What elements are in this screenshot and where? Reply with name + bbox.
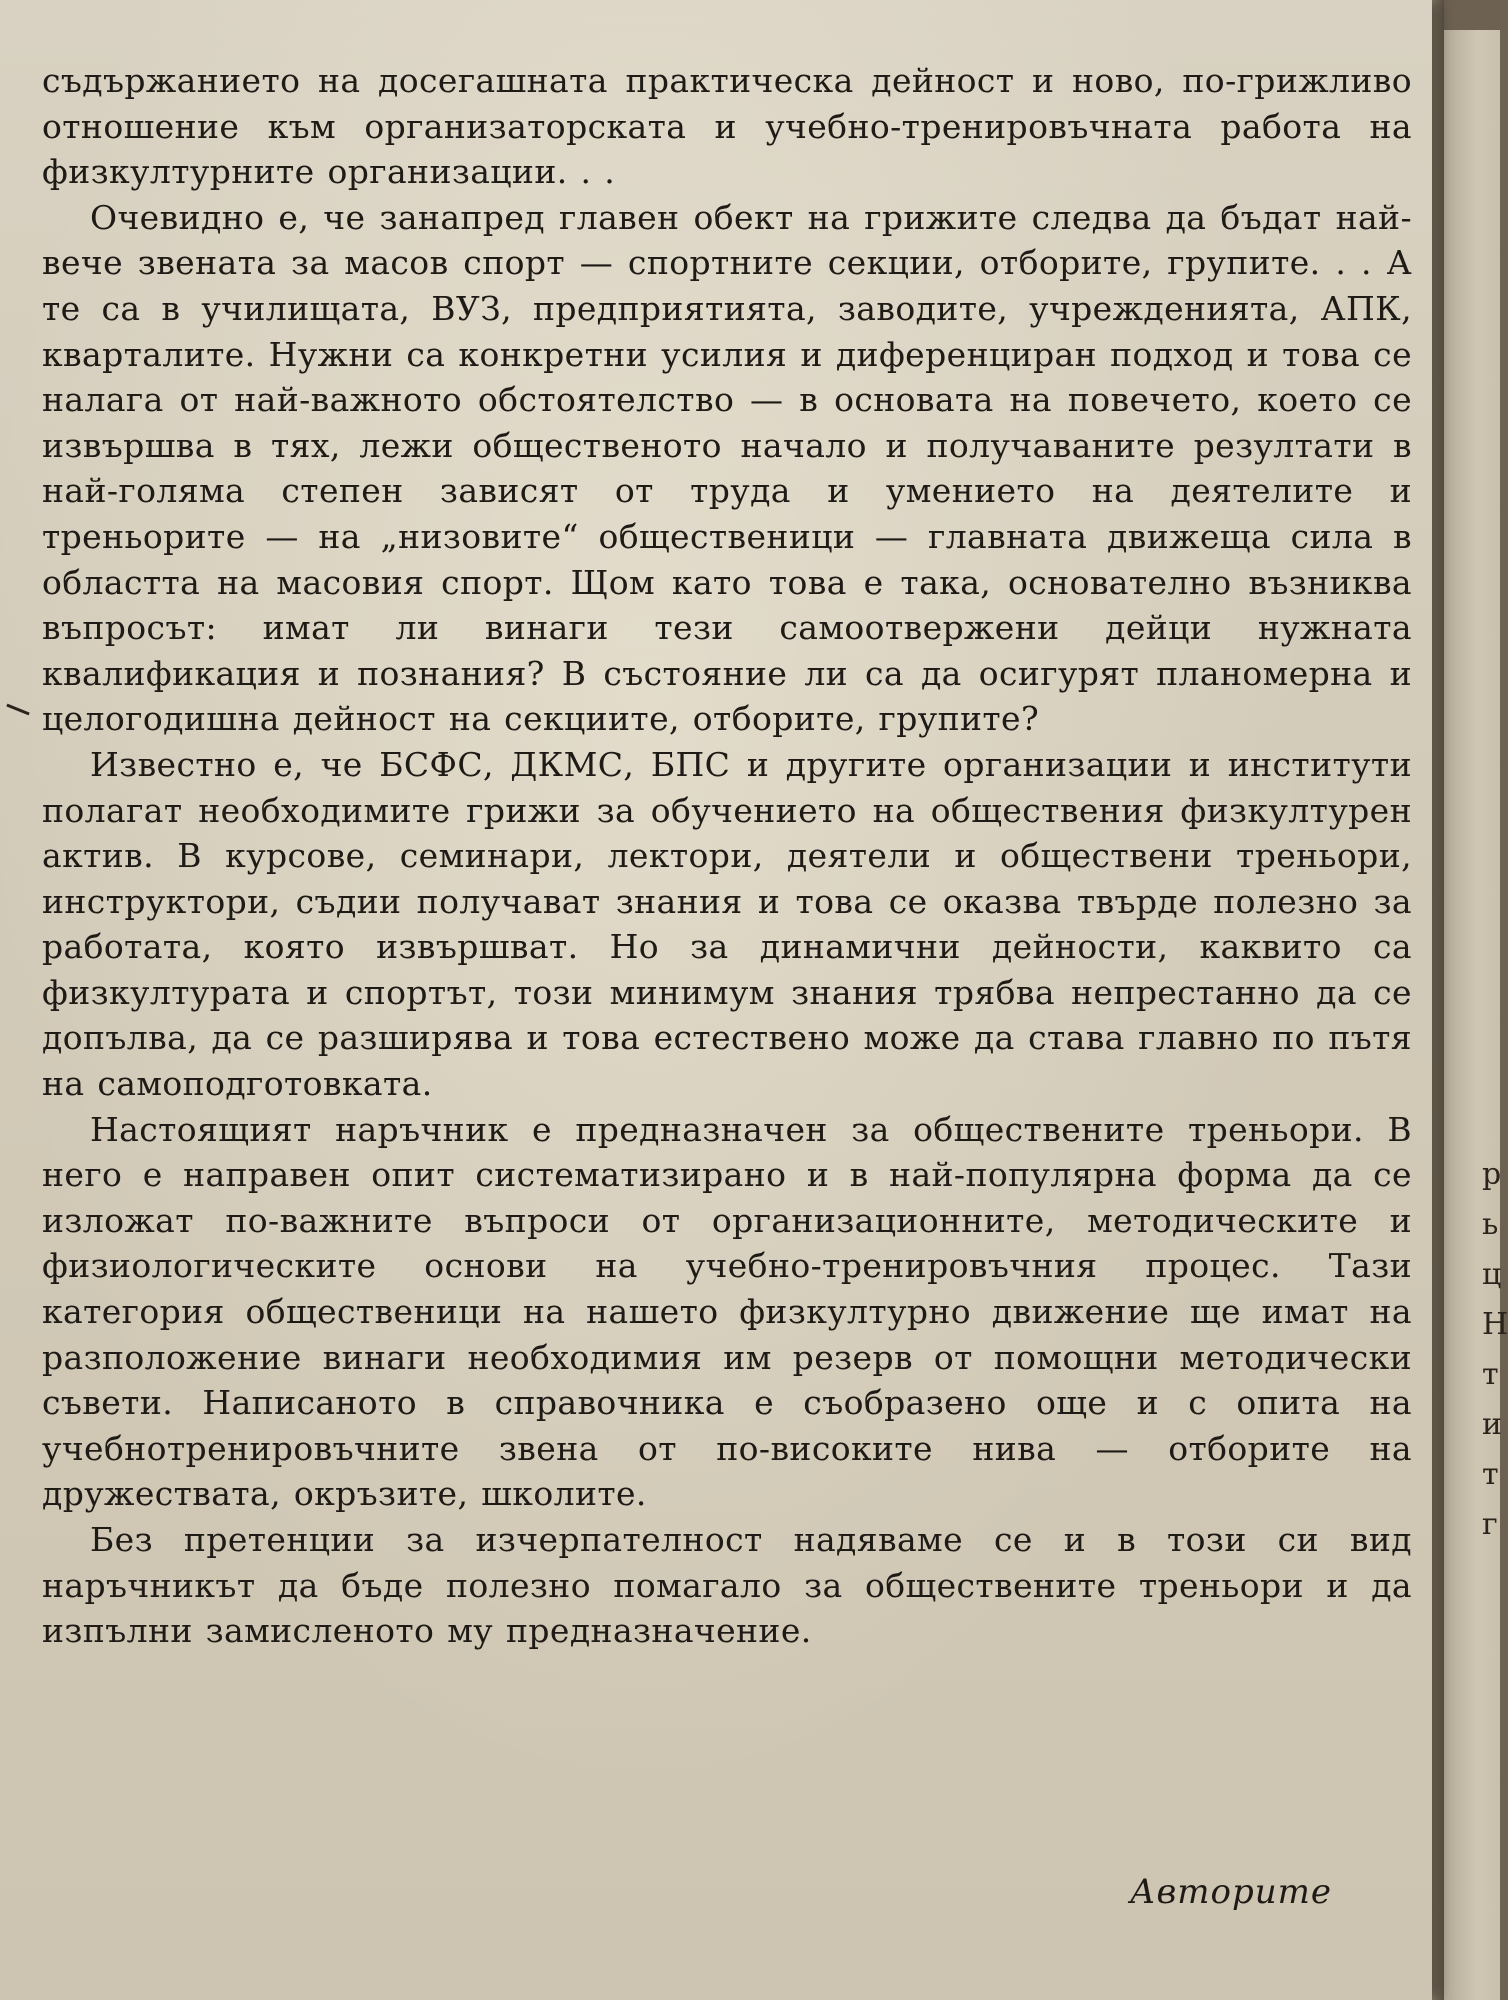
- paragraph-mass-sport: Очевидно е, че занапред главен обект на грижите следва да бъдат най-вече звената за масов спорт — спортните секции, отборите, групите. . . А те са в училищата, ВУЗ, предприятията, заводите, учрежденията, АПК, кварталите. Нужни са конкретни усилия и диференциран подход и това се налага от най-важното обстоятелство — в основата на повечето, което се извършва в тях, лежи общественото начало и получаваните резултати в най-голяма степен зависят от труда и умението на деятелите и треньорите — на „низовите“ общественици — главната движеща сила в областта на масовия спорт. Щом като това е така, основателно възниква въпросът: имат ли винаги тези самоотвержени дейци нужната квалификация и познания? В състояние ли са да осигурят планомерна и целогодишна дейност на секциите, отборите, групите?: [42, 197, 1412, 739]
- adjacent-page-text: р ь ц Н т и т г: [1482, 1157, 1508, 1542]
- margin-pencil-mark: [6, 704, 29, 716]
- authors-signature: Авторите: [1129, 1872, 1332, 1912]
- paragraph-closing: Без претенции за изчерпателност надяваме се и в този си вид наръчникът да бъде полезно помагало за обществените треньори и да изпълни замисленото му предназначение.: [42, 1520, 1412, 1651]
- paragraph-training: Известно е, че БСФС, ДКМС, БПС и другите организации и институти полагат необходимите грижи за обучението на обществения физкултурен актив. В курсове, семинари, лектори, деятели и обществени треньори, инструктори, съдии получават знания и това се оказва твърде полезно за работата, която извършват. Но за динамични дейности, каквито са физкултурата и спортът, този минимум знания трябва непрестанно да се допълва, да се разширява и това естествено може да става главно по пътя на самоподготовката.: [42, 744, 1412, 1104]
- page-edge: [1432, 0, 1444, 2000]
- paragraph-handbook-purpose: Настоящият наръчник е предназначен за обществените треньори. В него е направен опит систематизирано и в най-популярна форма да се изложат по-важните въпроси от организационните, методическите и физиологическите основи на учебно-тренировъчния процес. Тази категория общественици на нашето физкултурно движение ще имат на разположение винаги необходимия им резерв от помощни методически съвети. Написаното в справочника е съобразено още и с опита на учебнотренировъчните звена от по-високите нива — отборите на дружествата, окръзите, школите.: [42, 1109, 1412, 1514]
- paragraph-continuation: съдържанието на досегашната практическа дейност и ново, по-грижливо отношение към организаторската и учебно-тренировъчната работа на физкултурните организации. . .: [42, 61, 1412, 192]
- adjacent-page: [1444, 30, 1508, 2000]
- body-text: [42, 58, 1412, 1654]
